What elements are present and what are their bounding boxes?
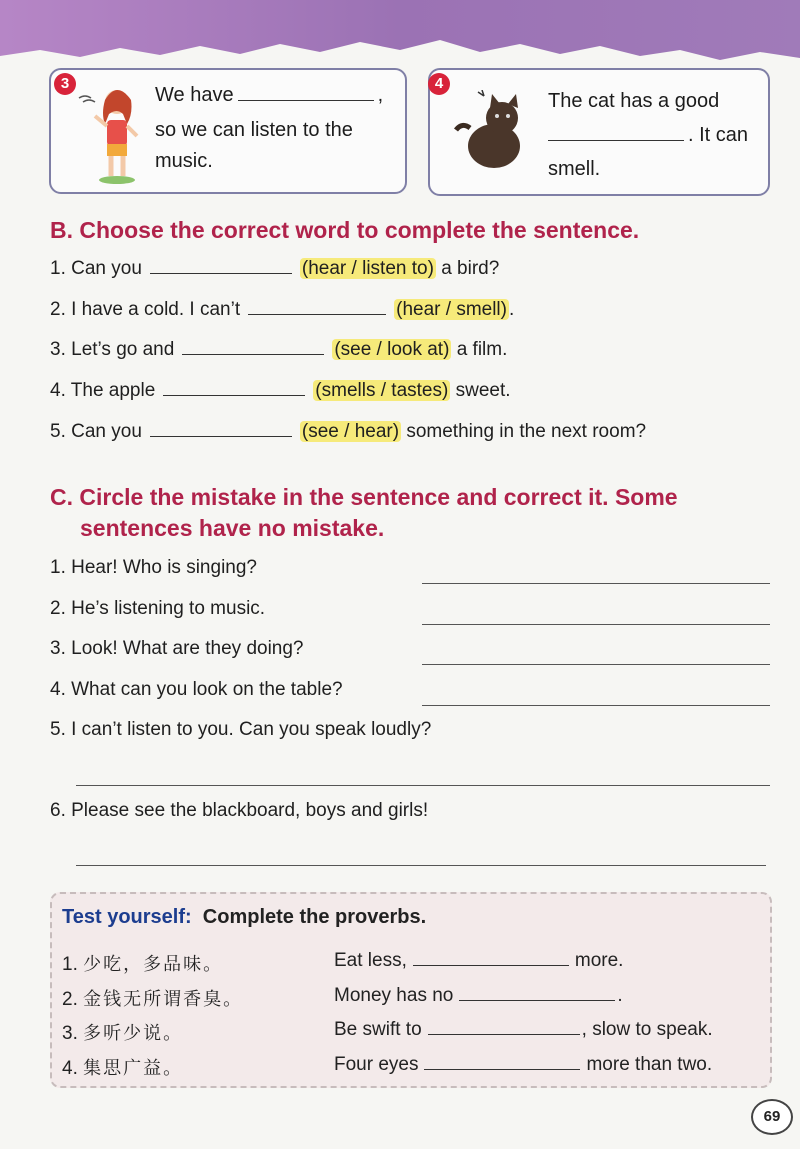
cat-icon (452, 90, 532, 172)
word-choice: (see / look at) (334, 339, 450, 360)
answer-line[interactable] (422, 705, 770, 706)
answer-blank[interactable] (428, 1033, 580, 1035)
card-3-text-1: We have (155, 84, 234, 106)
list-item: 6. Please see the blackboard, boys and girls! (50, 800, 429, 821)
list-item: Eat less, more. (334, 950, 624, 971)
answer-blank[interactable] (150, 272, 292, 274)
answer-line[interactable] (422, 664, 770, 665)
picture-card-3 (49, 68, 407, 194)
list-item: 5. I can’t listen to you. Can you speak loudly? (50, 719, 432, 740)
list-item: Money has no . (334, 985, 623, 1006)
chinese-proverb: 少吃，多品味。 (83, 954, 224, 975)
section-c-heading-line-2: sentences have no mistake. (80, 515, 385, 541)
card-3-text-2: so we can listen to the (155, 119, 353, 141)
test-label: Test yourself: (62, 906, 192, 928)
test-yourself-heading (62, 906, 426, 929)
list-item: 4. The apple (smells / tastes) sweet. (50, 380, 511, 401)
chinese-proverb: 金钱无所谓香臭。 (83, 989, 244, 1010)
list-item: Four eyes more than two. (334, 1054, 713, 1075)
chinese-proverb: 集思广益。 (83, 1058, 184, 1079)
card-number-badge: 3 (54, 73, 76, 95)
answer-blank[interactable] (424, 1068, 580, 1070)
card-4-text-2: . It can (688, 124, 749, 146)
word-choice: (hear / smell) (396, 299, 507, 320)
list-item: 2. I have a cold. I can’t (hear / smell) . (50, 299, 515, 320)
answer-blank[interactable] (238, 99, 374, 101)
list-item: 4. What can you look on the table? (50, 679, 343, 700)
test-title: Complete the proverbs. (202, 906, 427, 928)
word-choice: (hear / listen to) (301, 258, 434, 279)
picture-card-4 (428, 68, 770, 196)
answer-line[interactable] (76, 785, 770, 786)
card-4-text-3: smell. (548, 158, 601, 180)
list-item: 4. 集思广益。 (62, 1058, 184, 1079)
list-item: 3. Look! What are they doing? (50, 638, 304, 659)
answer-line[interactable] (422, 624, 770, 625)
list-item: 3. Let’s go and (see / look at) a film. (50, 339, 508, 360)
list-item: 3. 多听少说。 (62, 1023, 184, 1044)
list-item: 2. He’s listening to music. (50, 598, 266, 619)
list-item: 2. 金钱无所谓香臭。 (62, 989, 244, 1010)
section-b-heading: B. Choose the correct word to complete the sentence. (50, 217, 640, 243)
word-choice: (see / hear) (301, 421, 400, 442)
answer-blank[interactable] (248, 313, 386, 315)
answer-blank[interactable] (163, 394, 305, 396)
word-choice: (smells / tastes) (315, 380, 449, 401)
test-yourself-box (50, 892, 772, 1088)
answer-blank[interactable] (548, 139, 684, 141)
comma: , (377, 84, 384, 106)
girl-listening-icon (73, 80, 145, 188)
section-c-heading-line-1: C. Circle the mistake in the sentence and correct it. Some (50, 484, 678, 510)
card-number-badge: 4 (428, 73, 450, 95)
section-c-heading (50, 482, 678, 544)
page-number: 69 (751, 1099, 793, 1135)
card-4-text-1: The cat has a good (548, 90, 720, 112)
list-item: 1. Hear! Who is singing? (50, 557, 257, 578)
answer-line[interactable] (76, 865, 766, 866)
answer-blank[interactable] (182, 353, 324, 355)
list-item: 5. Can you (see / hear) something in the next room? (50, 421, 647, 442)
list-item: 1. 少吃，多品味。 (62, 954, 224, 975)
top-banner (0, 0, 800, 70)
list-item: Be swift to , slow to speak. (334, 1019, 713, 1040)
answer-blank[interactable] (459, 999, 615, 1001)
answer-line[interactable] (422, 583, 770, 584)
answer-blank[interactable] (150, 435, 292, 437)
chinese-proverb: 多听少说。 (83, 1023, 184, 1044)
card-3-text-3: music. (155, 150, 213, 172)
list-item: 1. Can you (hear / listen to) a bird? (50, 258, 500, 279)
answer-blank[interactable] (413, 964, 569, 966)
